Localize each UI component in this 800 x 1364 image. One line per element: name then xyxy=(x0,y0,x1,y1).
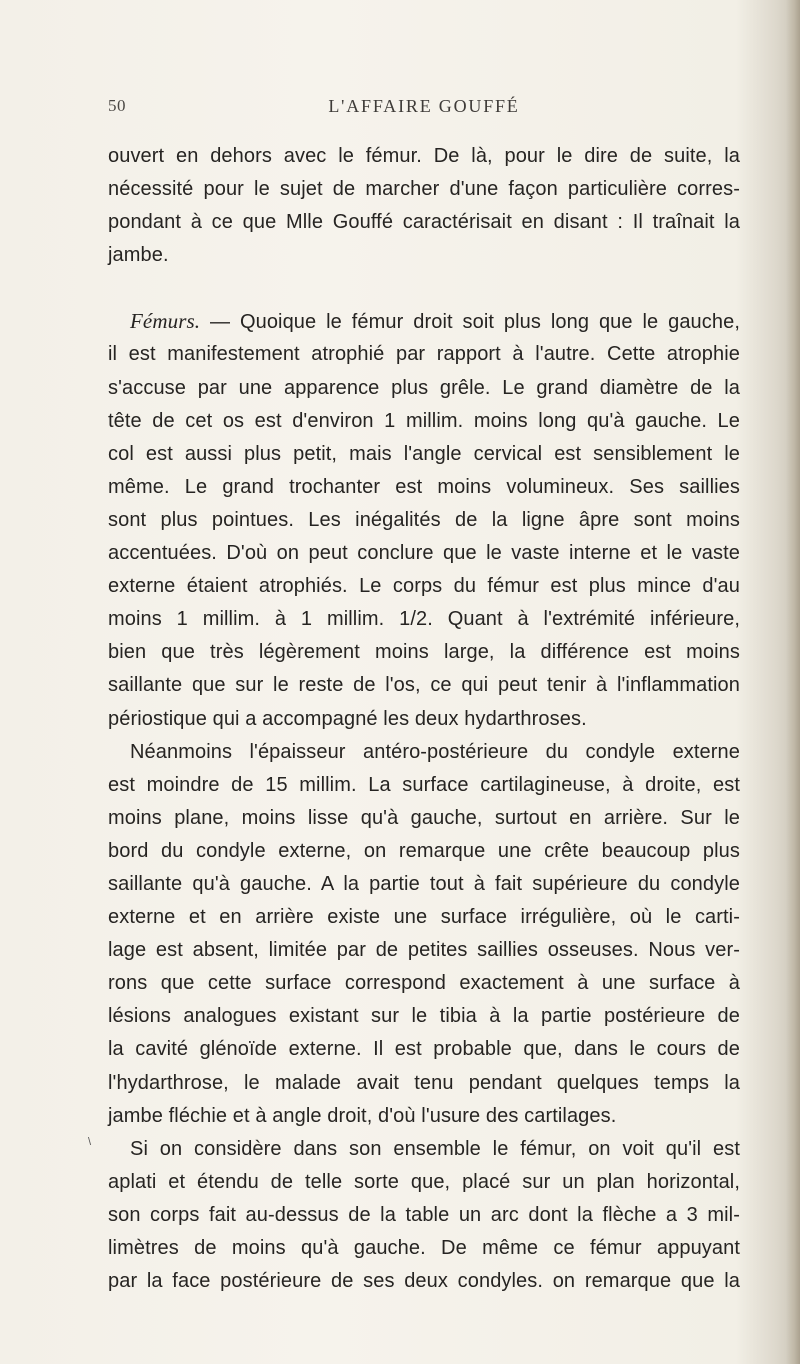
text-line: nécessité pour le sujet de marcher d'une façon particulière corres- xyxy=(108,178,740,201)
text-line: tête de cet os est d'environ 1 millim. moins long qu'à gauche. Le xyxy=(108,409,740,432)
text-line: la cavité glénoïde externe. Il est probable que, dans le cours de xyxy=(108,1038,740,1061)
text-line: est moindre de 15 millim. La surface cartilagineuse, à droite, est xyxy=(108,773,740,796)
text-line: saillante qu'à gauche. A la partie tout à fait supérieure du condyle xyxy=(108,872,740,895)
text-line: saillante que sur le reste de l'os, ce qui peut tenir à l'inflammation xyxy=(108,674,740,697)
text-line xyxy=(108,305,740,338)
text-line: moins 1 millim. à 1 millim. 1/2. Quant à l'extrémité inférieure, xyxy=(108,608,740,631)
paragraph-gap xyxy=(108,272,740,305)
text-line: externe et en arrière existe une surface irrégulière, où le carti- xyxy=(108,906,740,929)
running-title: L'AFFAIRE GOUFFÉ xyxy=(328,96,520,116)
section-heading-femurs: Fémurs. xyxy=(130,309,201,334)
text-line: lésions analogues existant sur le tibia à la partie postérieure de xyxy=(108,1005,740,1028)
text-line: même. Le grand trochanter est moins volumineux. Ses saillies xyxy=(108,475,740,498)
text-line: il est manifestement atrophié par rapport à l'autre. Cette atrophie xyxy=(108,343,740,366)
text-line: externe étaient atrophiés. Le corps du fémur est plus mince d'au xyxy=(108,575,740,598)
text-line: jambe. xyxy=(108,244,169,267)
text-line: col est aussi plus petit, mais l'angle cervical est sensiblement le xyxy=(108,442,740,465)
page-header xyxy=(108,96,740,126)
text-line: s'accuse par une apparence plus grêle. Le grand diamètre de la xyxy=(108,376,740,399)
text-line: rons que cette surface correspond exactement à une surface à xyxy=(108,972,740,995)
body-text xyxy=(108,140,740,1298)
text-line: sont plus pointues. Les inégalités de la ligne âpre sont moins xyxy=(108,508,740,531)
text-line: bord du condyle externe, on remarque une crête beaucoup plus xyxy=(108,839,740,862)
text-line: l'hydarthrose, le malade avait tenu pendant quelques temps la xyxy=(108,1071,740,1094)
text-line: périostique qui a accompagné les deux hydarthroses. xyxy=(108,707,587,730)
text-line: jambe fléchie et à angle droit, d'où l'usure des cartilages. xyxy=(108,1104,617,1127)
stray-print-mark: \ xyxy=(88,1136,92,1148)
text-line: lage est absent, limitée par de petites saillies osseuses. Nous ver- xyxy=(108,939,740,962)
text-line: pondant à ce que Mlle Gouffé caractérisait en disant : Il traînait la xyxy=(108,211,740,234)
page-edge-shadow xyxy=(786,0,800,1364)
text-line: accentuées. D'où on peut conclure que le vaste interne et le vaste xyxy=(108,542,740,565)
text-line: moins plane, moins lisse qu'à gauche, surtout en arrière. Sur le xyxy=(108,806,740,829)
text-line: bien que très légèrement moins large, la différence est moins xyxy=(108,641,740,664)
text-run: — Quoique le fémur droit soit plus long que le gauche, xyxy=(200,311,740,334)
text-line: limètres de moins qu'à gauche. De même ce fémur appuyant xyxy=(108,1237,740,1259)
text-line: Néanmoins l'épaisseur antéro-postérieure du condyle externe xyxy=(130,740,740,763)
text-line: aplati et étendu de telle sorte que, placé sur un plan horizontal, xyxy=(108,1170,740,1193)
text-line: Si on considère dans son ensemble le fémur, on voit qu'il est xyxy=(130,1137,740,1160)
page-number: 50 xyxy=(108,96,126,115)
text-line: par la face postérieure de ses deux condyles. on remarque que la xyxy=(108,1270,740,1293)
text-line: ouvert en dehors avec le fémur. De là, pour le dire de suite, la xyxy=(108,145,740,167)
text-line: son corps fait au-dessus de la table un arc dont la flèche a 3 mil- xyxy=(108,1203,740,1226)
